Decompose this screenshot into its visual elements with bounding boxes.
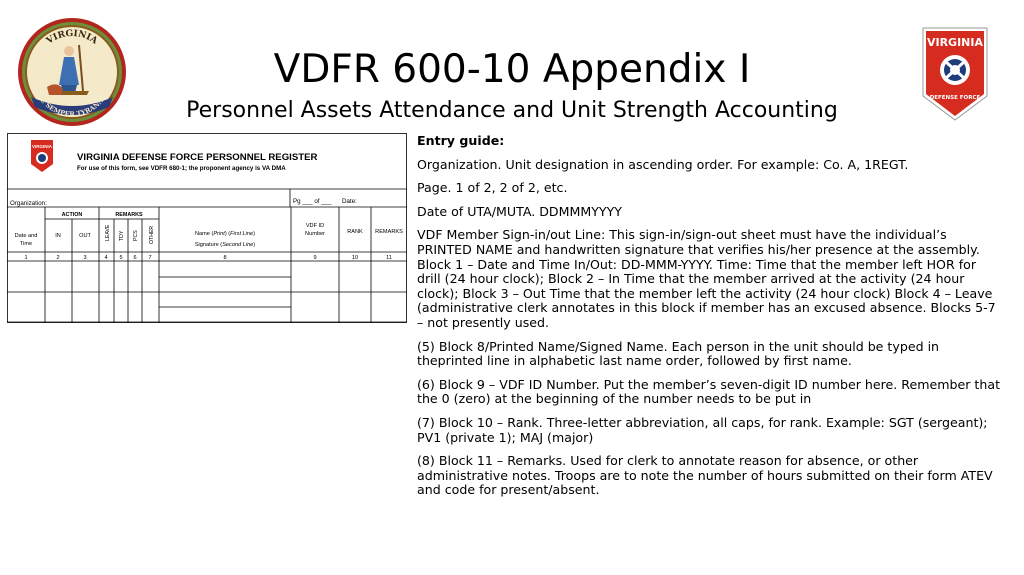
form-logo-text: VIRGINIA bbox=[31, 144, 53, 149]
col-number: 11 bbox=[386, 255, 392, 261]
date-label: Date: bbox=[342, 198, 357, 205]
col-header-name: Name (Print) (First Line) bbox=[194, 231, 256, 237]
guide-paragraph-organization: Organization. Unit designation in ascending order. For example: Co. A, 1REGT. bbox=[417, 156, 909, 172]
slide-subtitle: Personnel Assets Attendance and Unit Strength Accounting bbox=[186, 98, 838, 123]
entry-guide-heading: Entry guide: bbox=[417, 133, 505, 148]
guide-paragraph-sign-in-out: VDF Member Sign-in/out Line: This sign-in/sign-out sheet must have the individual’s PRINTED NAME and handwritten signature that verifies his/her presence at the assembly. Block 1 – Date and Time In/Out: DD-MMM-YYYY. Time: Time that the member left HOR for drill (24 hour clock); Block 2 – In Time that the member arrived at the activity (24 hour clock); Block 3 – Out Time that the member left the activity (24 hour clock) Block 4 – Leave (administrative clerk annotates in this block if member has an excused absence. Blocks 5-7 – not presently used. bbox=[417, 227, 996, 330]
entry-guide bbox=[417, 134, 1002, 507]
form-note: For use of this form, see VDFR 680-1; the proponent agency is VA DMA bbox=[77, 165, 286, 172]
form-title: VIRGINIA DEFENSE FORCE PERSONNEL REGISTER bbox=[77, 152, 318, 163]
guide-paragraph-block-8: (5) Block 8/Printed Name/Signed Name. Each person in the unit should be typed in theprinted line in alphabetic last name order, followed by first name. bbox=[417, 338, 940, 369]
col-header-out: OUT bbox=[79, 233, 91, 239]
col-header-in: IN bbox=[55, 233, 61, 239]
col-header-other: OTHER bbox=[149, 225, 155, 244]
action-group-label: ACTION bbox=[61, 212, 83, 218]
col-number: 5 bbox=[119, 255, 123, 261]
col-number: 7 bbox=[148, 255, 152, 261]
vdf-logo-top-text: VIRGINIA bbox=[926, 36, 984, 49]
col-header-pcs: PCS bbox=[133, 230, 139, 241]
seal-top-text: VIRGINIA bbox=[44, 28, 100, 47]
guide-paragraph-page: Page. 1 of 2, 2 of 2, etc. bbox=[417, 180, 568, 196]
col-number: 8 bbox=[223, 255, 227, 261]
col-header-tdy: TDY bbox=[119, 230, 125, 241]
col-header-rank: RANK bbox=[347, 229, 363, 235]
guide-paragraph-date: Date of UTA/MUTA. DDMMMYYYY bbox=[417, 203, 622, 219]
col-header-remarks: REMARKS bbox=[375, 229, 403, 235]
col-number: 2 bbox=[56, 255, 60, 261]
col-number: 6 bbox=[133, 255, 137, 261]
col-number: 1 bbox=[24, 255, 28, 261]
page-label: Pg ___ of ___ bbox=[293, 198, 332, 205]
col-number: 3 bbox=[83, 255, 87, 261]
seal-motto-text: SIC SEMPER TYRANNIS bbox=[34, 90, 110, 119]
organization-label: Organization: bbox=[10, 200, 47, 207]
col-number: 9 bbox=[313, 255, 317, 261]
guide-paragraph-block-10: (7) Block 10 – Rank. Three-letter abbreviation, all caps, for rank. Example: SGT (sergeant); PV1 (private 1); MAJ (major) bbox=[417, 414, 988, 445]
col-number: 10 bbox=[351, 255, 359, 261]
vdf-logo-bottom-text: DEFENSE FORCE bbox=[929, 95, 981, 101]
guide-paragraph-block-9: (6) Block 9 – VDF ID Number. Put the member’s seven-digit ID number here. Remember that the 0 (zero) at the beginning of the number needs to be put in bbox=[417, 376, 1001, 407]
personnel-register-form bbox=[7, 133, 407, 323]
slide-title: VDFR 600-10 Appendix I bbox=[273, 47, 751, 92]
col-number: 4 bbox=[104, 255, 108, 261]
col-header-date-time: Date and Time bbox=[14, 233, 38, 247]
remarks-group-label: REMARKS bbox=[115, 212, 143, 218]
col-header-vdf-id: VDF ID Number bbox=[305, 223, 325, 237]
col-header-leave: LEAVE bbox=[105, 224, 111, 241]
guide-paragraph-block-11: (8) Block 11 – Remarks. Used for clerk to annotate reason for absence, or other administrative notes. Troops are to note the number of hours submitted on their form ATEV and code for present/absent. bbox=[417, 453, 993, 498]
col-header-signature: Signature (Second Line) bbox=[194, 242, 256, 248]
